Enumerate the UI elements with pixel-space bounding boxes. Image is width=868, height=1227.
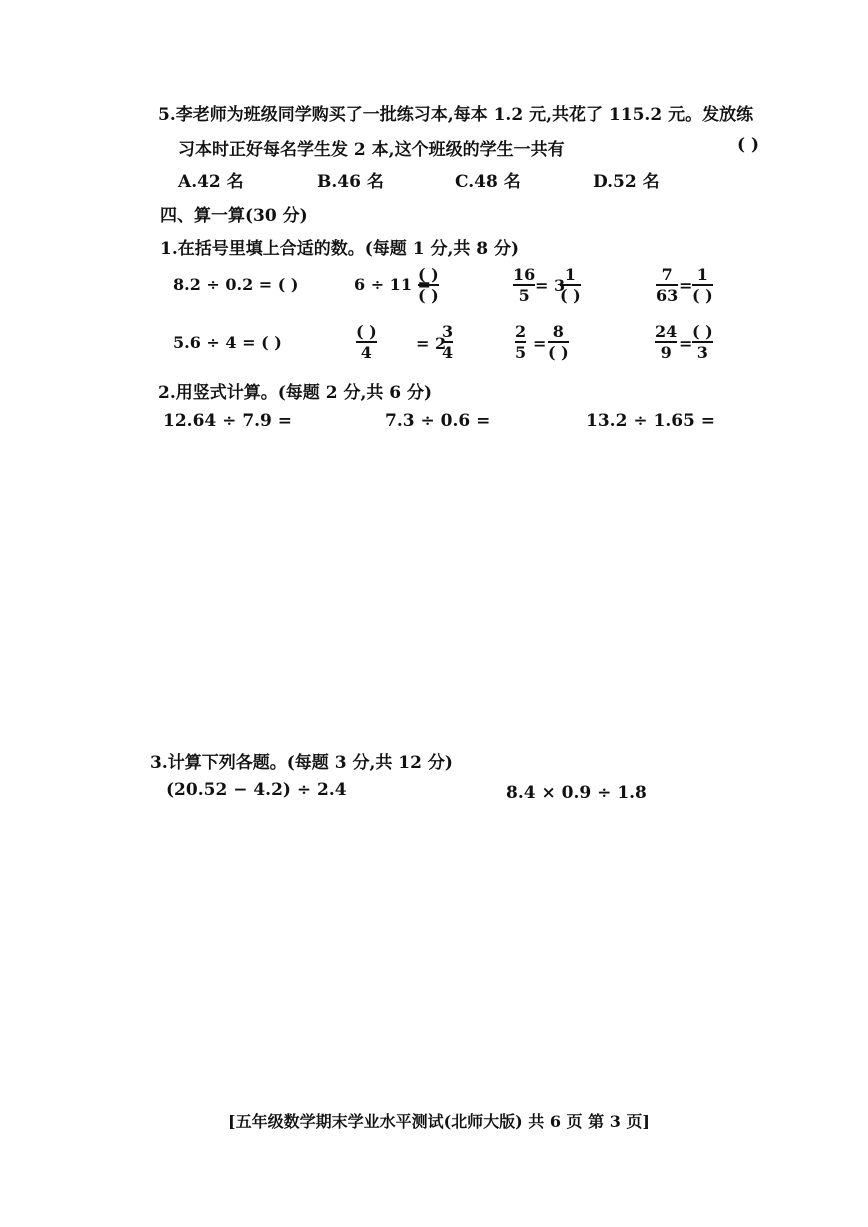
option-b: B.46 名 xyxy=(317,172,384,192)
part-2-problem-1: 12.64 ÷ 7.9 = xyxy=(163,411,293,431)
option-d: D.52 名 xyxy=(593,172,660,192)
part-1-title: 1.在括号里填上合适的数。(每题 1 分,共 8 分) xyxy=(160,239,520,259)
part-3-problem-1: (20.52 − 4.2) ÷ 2.4 xyxy=(166,780,347,800)
row2-eq2-mid: = 2 xyxy=(416,334,447,353)
page-footer: [五年级数学期末学业水平测试(北师大版) 共 6 页 第 3 页] xyxy=(228,1112,650,1131)
row2-eq2-rhs-denominator: 4 xyxy=(442,343,454,362)
question-5-line-1: 5.李老师为班级同学购买了一批练习本,每本 1.2 元,共花了 115.2 元。发放练 xyxy=(158,105,754,125)
row1-eq3-rhs-fraction xyxy=(560,266,581,304)
row2-eq3-rhs-fraction xyxy=(548,323,569,361)
row1-eq1: 8.2 ÷ 0.2 = ( ) xyxy=(173,275,299,294)
row2-eq2-rhs-fraction xyxy=(442,323,453,361)
row2-eq2-rhs-numerator: 3 xyxy=(442,322,454,341)
row1-eq4-denominator: 63 xyxy=(656,286,679,305)
row2-eq4-rhs-fraction xyxy=(692,323,713,361)
row2-eq3-lhs-fraction xyxy=(515,323,526,361)
part-2-problem-3: 13.2 ÷ 1.65 = xyxy=(586,411,716,431)
row1-eq3-lhs-fraction xyxy=(513,266,535,304)
row2-eq3-equals: = xyxy=(533,334,547,353)
option-a: A.42 名 xyxy=(178,172,244,192)
row2-eq4-numerator: 24 xyxy=(655,322,678,341)
part-2-title: 2.用竖式计算。(每题 2 分,共 6 分) xyxy=(158,383,433,403)
row2-eq2-denominator: 4 xyxy=(360,343,372,362)
row1-eq4-rhs-denominator: ( ) xyxy=(692,286,713,305)
row2-eq3-rhs-denominator: ( ) xyxy=(548,343,569,362)
row1-eq4-numerator: 7 xyxy=(661,265,673,284)
row2-eq2-numerator: ( ) xyxy=(356,322,377,341)
row1-eq2-lhs: 6 ÷ 11 = xyxy=(354,275,431,294)
row1-eq4-rhs-fraction xyxy=(692,266,713,304)
part-3-problem-2: 8.4 × 0.9 ÷ 1.8 xyxy=(506,783,647,803)
question-5-answer-bracket: ( ) xyxy=(737,135,760,155)
row1-eq4-lhs-fraction xyxy=(656,266,678,304)
row1-eq3-rhs-numerator: 1 xyxy=(564,265,576,284)
row2-eq3-numerator: 2 xyxy=(515,322,527,341)
row1-eq2-numerator: ( ) xyxy=(418,265,439,284)
option-c: C.48 名 xyxy=(455,172,521,192)
row1-eq2-fraction xyxy=(418,266,439,304)
row2-eq1: 5.6 ÷ 4 = ( ) xyxy=(173,333,282,352)
question-5-line-2: 习本时正好每名学生发 2 本,这个班级的学生一共有 xyxy=(178,140,565,160)
row2-eq4-rhs-denominator: 3 xyxy=(696,343,708,362)
part-3-title: 3.计算下列各题。(每题 3 分,共 12 分) xyxy=(150,753,453,773)
section-4-title: 四、算一算(30 分) xyxy=(160,206,308,226)
part-2-problem-2: 7.3 ÷ 0.6 = xyxy=(385,411,491,431)
row2-eq3-denominator: 5 xyxy=(515,343,527,362)
row2-eq4-lhs-fraction xyxy=(655,323,677,361)
row2-eq3-rhs-numerator: 8 xyxy=(552,322,564,341)
row1-eq4-equals: = xyxy=(679,276,693,295)
row2-eq4-equals: = xyxy=(679,334,693,353)
row2-eq2-lhs-fraction xyxy=(356,323,377,361)
row1-eq3-numerator: 16 xyxy=(513,265,536,284)
row1-eq2-denominator: ( ) xyxy=(418,286,439,305)
row1-eq4-rhs-numerator: 1 xyxy=(696,265,708,284)
row2-eq4-denominator: 9 xyxy=(660,343,672,362)
row1-eq3-denominator: 5 xyxy=(518,286,530,305)
row2-eq4-rhs-numerator: ( ) xyxy=(692,322,713,341)
row1-eq3-mid: = 3 xyxy=(535,276,566,295)
row1-eq3-rhs-denominator: ( ) xyxy=(560,286,581,305)
